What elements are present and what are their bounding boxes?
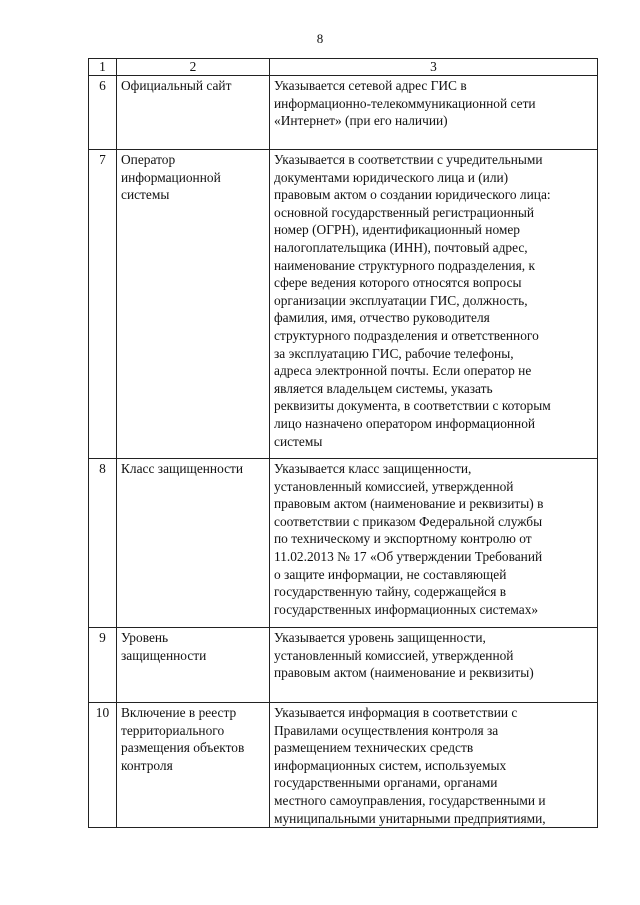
row-description (270, 703, 598, 828)
row-description (270, 76, 598, 150)
row-name-text: Оператор информационной системы (121, 152, 221, 203)
column-number-1: 1 (89, 59, 117, 76)
table-row (89, 628, 598, 703)
table-row (89, 459, 598, 628)
row-name-text: Уровень защищенности (121, 630, 207, 663)
row-name (117, 150, 270, 459)
row-name (117, 703, 270, 828)
table-row (89, 150, 598, 459)
row-name (117, 628, 270, 703)
table-row (89, 76, 598, 150)
row-name (117, 459, 270, 628)
column-number-3: 3 (270, 59, 598, 76)
row-description (270, 628, 598, 703)
row-description-text: Указывается информация в соответствии с Правилами осуществления контроля за размещением технических средств информационных систем, используемых государственными органами, органами местного самоуправления, государственными и муниципальными унитарными предприятиями, (274, 705, 546, 826)
row-name (117, 76, 270, 150)
row-name-text: Официальный сайт (121, 78, 232, 93)
row-description-text: Указывается сетевой адрес ГИС в информационно-телекоммуникационной сети «Интернет» (при его наличии) (274, 78, 536, 129)
row-description-text: Указывается класс защищенности, установленный комиссией, утвержденной правовым актом (наименование и реквизиты) в соответствии с приказом Федеральной службы по техническому и экспортному контролю от 11.02.2013 № 17 «Об утверждении Требований о защите информации, не составляющей государственную тайну, содержащейся в государственных информационных системах» (274, 461, 544, 617)
page-number: 8 (316, 31, 324, 46)
requirements-table (88, 58, 598, 828)
row-number: 10 (89, 703, 117, 828)
column-number-2: 2 (117, 59, 270, 76)
row-description (270, 150, 598, 459)
row-number: 8 (89, 459, 117, 628)
row-description-text: Указывается уровень защищенности, установленный комиссией, утвержденной правовым актом (наименование и реквизиты) (274, 630, 534, 681)
row-description-text: Указывается в соответствии с учредительными документами юридического лица и (или) правовым актом о создании юридического лица: основной государственный регистрационный номер (ОГРН), идентификационный номер налогоплательщика (ИНН), почтовый адрес, наименование структурного подразделения, к сфере ведения которого относятся вопросы организации эксплуатации ГИС, должность, фамилия, имя, отчество руководителя структурного подразделения и ответственного за эксплуатацию ГИС, рабочие телефоны, адреса электронной почты. Если оператор не является владельцем системы, указать реквизиты документа, в соответствии с которым лицо назначено оператором информационной системы (274, 152, 551, 449)
row-number: 7 (89, 150, 117, 459)
row-number: 9 (89, 628, 117, 703)
row-number: 6 (89, 76, 117, 150)
row-name-text: Класс защищенности (121, 461, 244, 476)
row-description (270, 459, 598, 628)
table-row (89, 703, 598, 828)
row-name-text: Включение в реестр территориального размещения объектов контроля (121, 705, 245, 773)
table-header-row (89, 59, 598, 76)
